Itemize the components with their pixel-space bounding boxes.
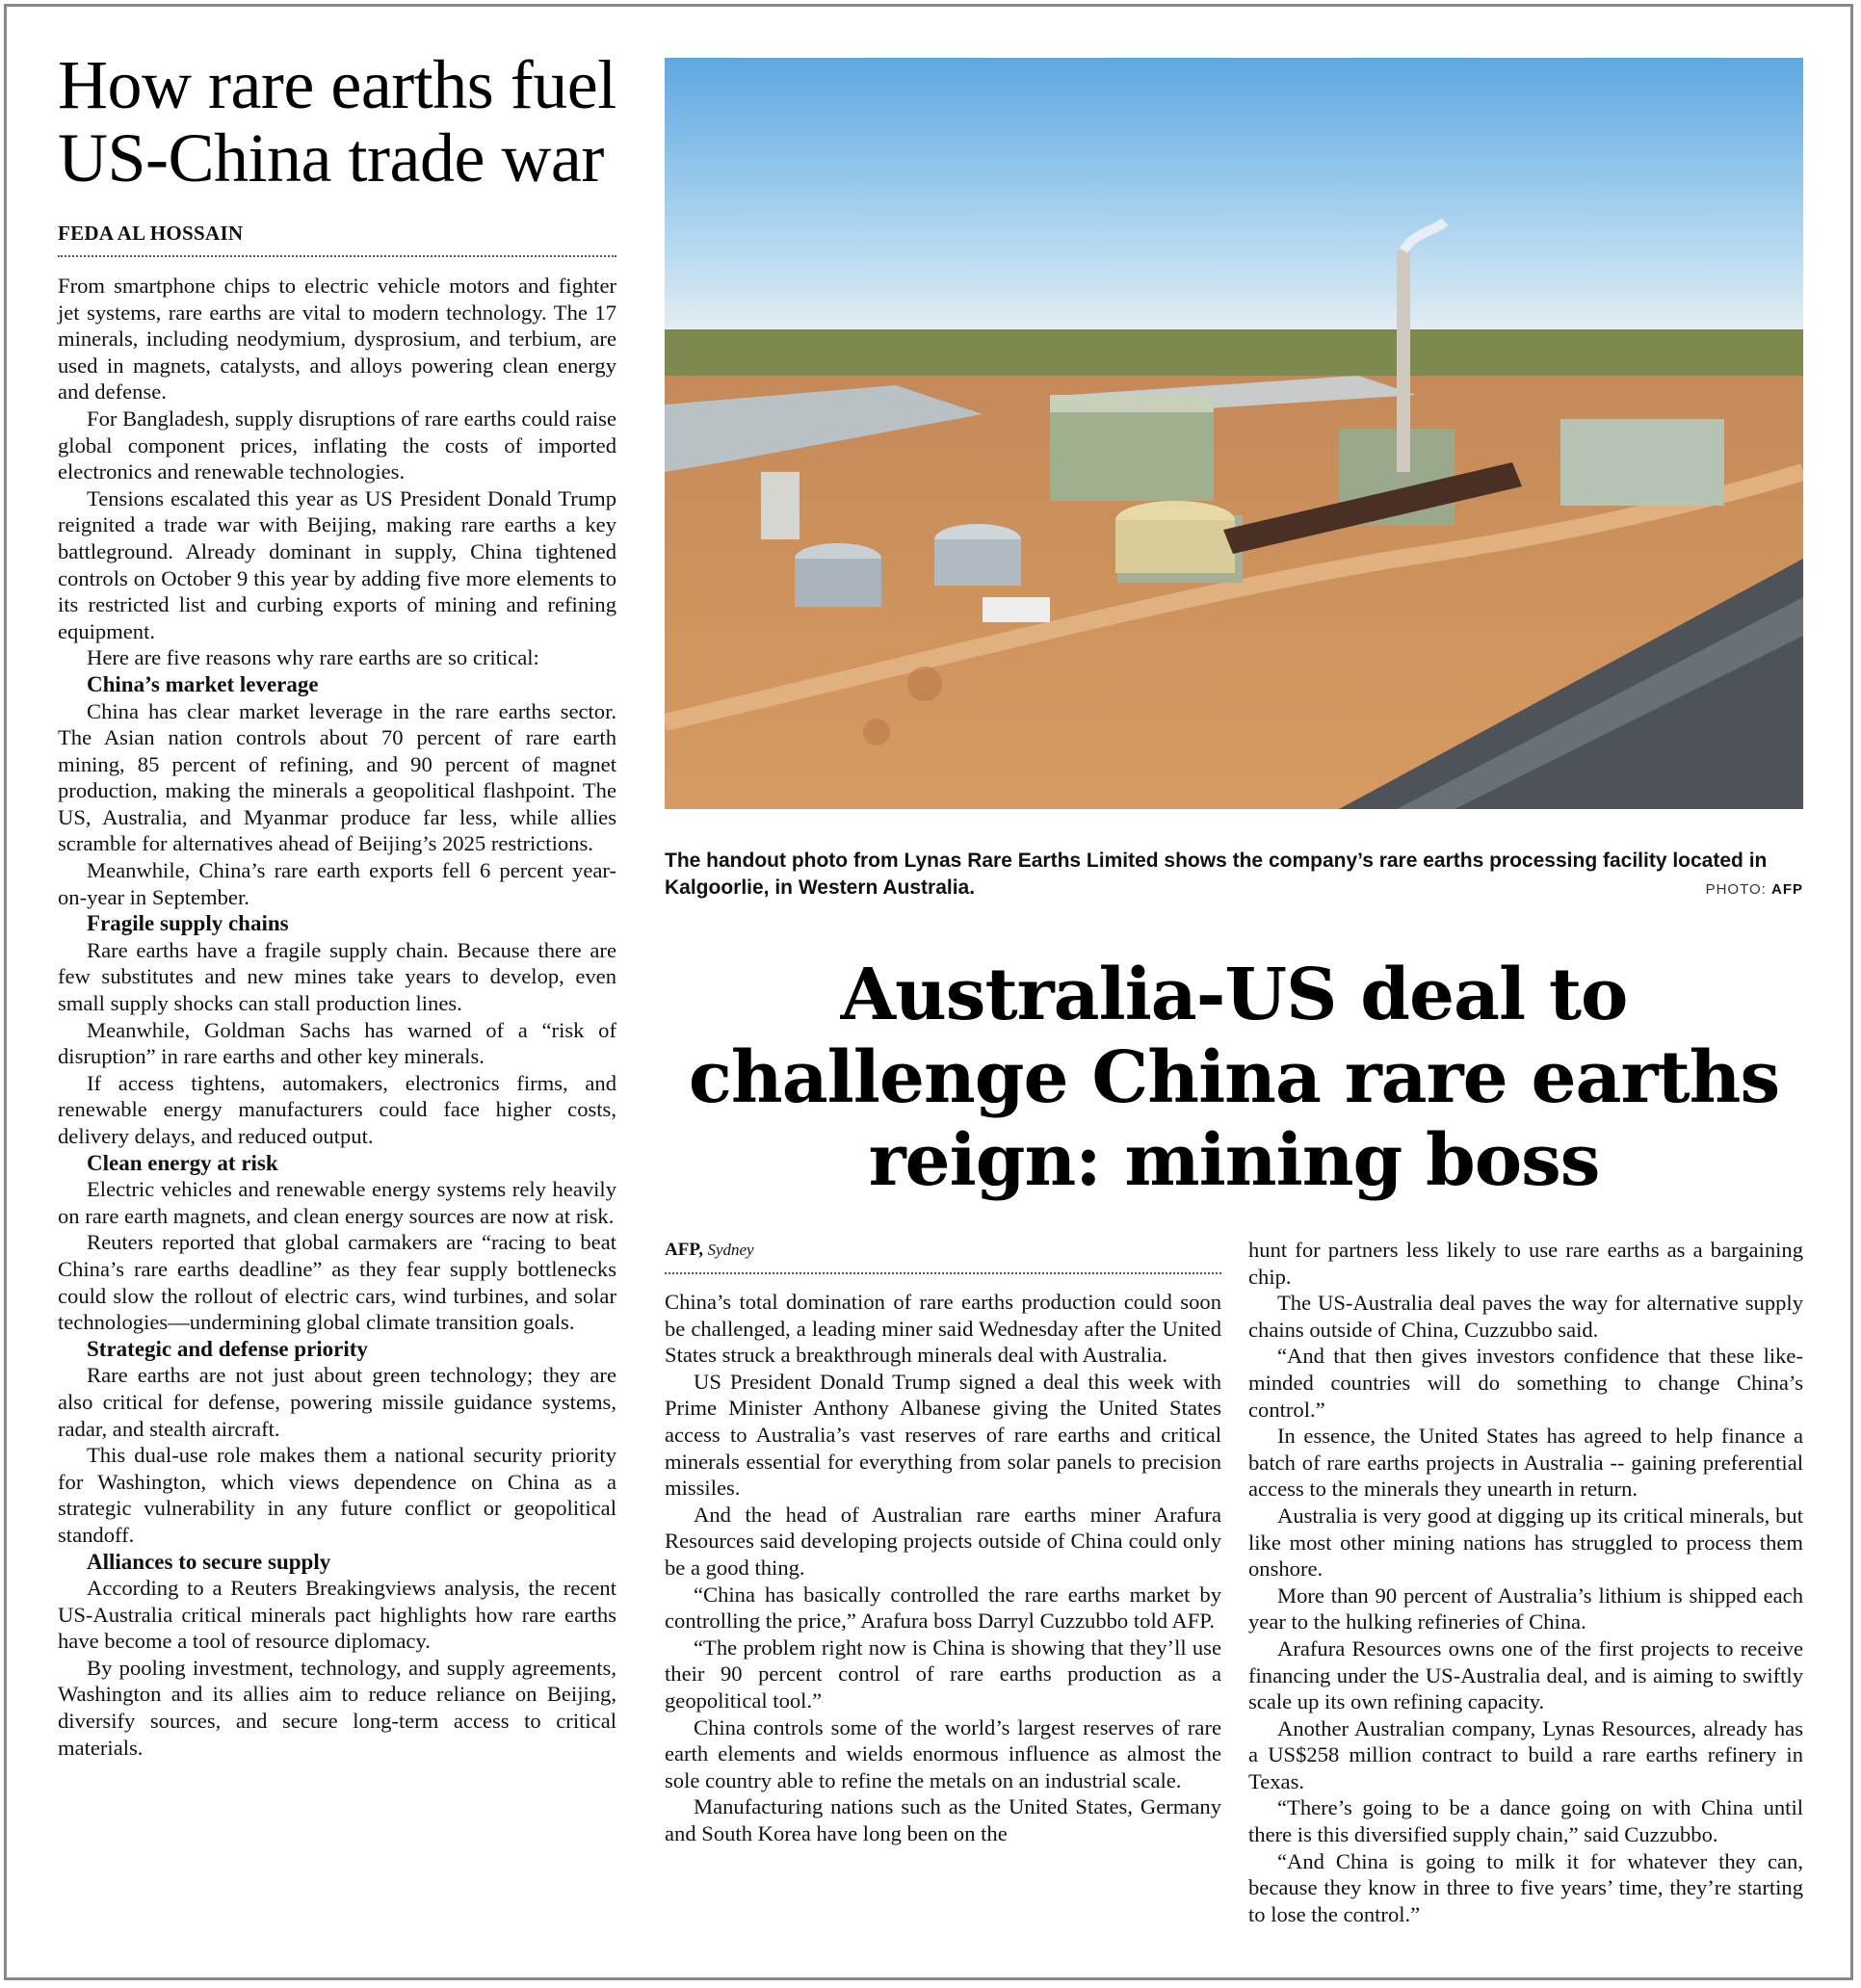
- paragraph: China controls some of the world’s largest reserves of rare earth elements and wields enormous influence as almost the sole country able to refine the metals on an industrial scale.: [665, 1714, 1221, 1792]
- paragraph: “And that then gives investors confidence that these like-minded countries will do something to change China’s control.”: [1248, 1344, 1803, 1422]
- dateline: [665, 1240, 1221, 1274]
- paragraph: Rare earths have a fragile supply chain. Because there are few substitutes and new mines take years to develop, even small supply shocks can stall production lines.: [58, 937, 616, 1016]
- paragraph: Meanwhile, Goldman Sachs has warned of a “risk of disruption” in rare earths and other key minerals.: [58, 1017, 616, 1069]
- paragraph: Tensions escalated this year as US President Donald Trump reignited a trade war with Beijing, making rare earths a key battleground. Already dominant in supply, China tightened controls on October 9 this year by adding five more elements to its restricted list and curbing exports of mining and refining equipment.: [58, 485, 616, 643]
- paragraph: “And China is going to milk it for whatever they can, because they know in three to five years’ time, they’re starting to lose the control.”: [1248, 1848, 1803, 1926]
- paragraph: For Bangladesh, supply disruptions of rare earths could raise global component prices, inflating the costs of imported electronics and renewable technologies.: [58, 405, 616, 484]
- paragraph: In essence, the United States has agreed to help finance a batch of rare earths projects in Australia -- gaining preferential access to the minerals they unearth in return.: [1248, 1424, 1803, 1502]
- paragraph: Reuters reported that global carmakers are “racing to beat China’s rare earths deadline” as they fear supply bottlenecks could slow the rollout of electric cars, wind turbines, and solar technologies—undermining global climate transition goals.: [58, 1230, 616, 1335]
- facility-illustration: [665, 58, 1803, 809]
- paragraph: Manufacturing nations such as the United States, Germany and South Korea have long been on the: [665, 1794, 1221, 1845]
- credit-source: AFP: [1771, 881, 1803, 898]
- main-article-column-1: [665, 1289, 1221, 1846]
- paragraph: “The problem right now is China is showing that they’ll use their 90 percent control of rare earths production as a geopolitical tool.”: [665, 1635, 1221, 1713]
- paragraph: If access tightens, automakers, electronics firms, and renewable energy manufacturers could face higher costs, delivery delays, and reduced output.: [58, 1070, 616, 1148]
- paragraph: China has clear market leverage in the rare earths sector. The Asian nation controls about 70 percent of rare earth mining, 85 percent of refining, and 90 percent of magnet production, making the minerals a geopolitical flashpoint. The US, Australia, and Myanmar produce far less, while allies scramble for alternatives ahead of Beijing’s 2025 restrictions.: [58, 698, 616, 856]
- paragraph: According to a Reuters Breakingviews analysis, the recent US-Australia critical minerals pact highlights how rare earths have become a tool of resource diplomacy.: [58, 1576, 616, 1654]
- dateline-place: Sydney: [707, 1241, 754, 1259]
- subheading: Strategic and defense priority: [87, 1336, 368, 1361]
- credit-label: PHOTO:: [1705, 881, 1767, 898]
- subheading: Alliances to secure supply: [87, 1549, 331, 1574]
- paragraph: The US-Australia deal paves the way for alternative supply chains outside of China, Cuzzubbo said.: [1248, 1291, 1803, 1342]
- paragraph: “There’s going to be a dance going on with China until there is this diversified supply chain,” said Cuzzubbo.: [1248, 1795, 1803, 1847]
- left-article: [58, 48, 616, 1761]
- main-headline: Australia-US deal to challenge China rare earths reign: mining boss: [688, 954, 1780, 1202]
- left-article-body: [58, 273, 616, 1761]
- paragraph: More than 90 percent of Australia’s lithium is shipped each year to the hulking refineries of China.: [1248, 1583, 1803, 1635]
- paragraph: This dual-use role makes them a national security priority for Washington, which views dependence on China as a strategic vulnerability in any future conflict or geopolitical standoff.: [58, 1443, 616, 1547]
- paragraph: From smartphone chips to electric vehicle motors and fighter jet systems, rare earths are vital to modern technology. The 17 minerals, including neodymium, dysprosium, and terbium, are used in magnets, catalysts, and alloys powering clean energy and defense.: [58, 274, 616, 405]
- paragraph: Meanwhile, China’s rare earth exports fell 6 percent year-on-year in September.: [58, 858, 616, 909]
- subheading: Clean energy at risk: [87, 1150, 278, 1175]
- paragraph: Australia is very good at digging up its critical minerals, but like most other mining nations has struggled to process them onshore.: [1248, 1503, 1803, 1582]
- paragraph: “China has basically controlled the rare earths market by controlling the price,” Arafura boss Darryl Cuzzubbo told AFP.: [665, 1582, 1221, 1634]
- paragraph: Here are five reasons why rare earths are so critical:: [87, 645, 539, 670]
- paragraph: Another Australian company, Lynas Resources, already has a US$258 million contract to build a rare earths refinery in Texas.: [1248, 1715, 1803, 1793]
- paragraph: Arafura Resources owns one of the first projects to receive financing under the US-Australia deal, and is aiming to swiftly scale up its own refining capacity.: [1248, 1635, 1803, 1714]
- dateline-source: AFP,: [665, 1240, 703, 1260]
- left-headline: How rare earths fuel US-China trade war: [58, 46, 616, 196]
- paragraph: Rare earths are not just about green technology; they are also critical for defense, powering missile guidance systems, radar, and stealth aircraft.: [58, 1363, 616, 1441]
- paragraph: Electric vehicles and renewable energy systems rely heavily on rare earth magnets, and clean energy sources are now at risk.: [58, 1177, 616, 1228]
- photo-credit: [1706, 881, 1803, 898]
- subheading: China’s market leverage: [87, 671, 319, 696]
- paragraph: US President Donald Trump signed a deal this week with Prime Minister Anthony Albanese giving the United States access to Australia’s vast reserves of rare earths and critical minerals essential for everything from solar panels to precision missiles.: [665, 1369, 1221, 1501]
- paragraph: By pooling investment, technology, and supply agreements, Washington and its allies aim to reduce reliance on Beijing, diversify sources, and secure long-term access to critical materials.: [58, 1655, 616, 1760]
- main-article-column-2: [1248, 1237, 1803, 1927]
- paragraph: China’s total domination of rare earths production could soon be challenged, a leading miner said Wednesday after the United States struck a breakthrough minerals deal with Australia.: [665, 1290, 1221, 1368]
- paragraph: And the head of Australian rare earths miner Arafura Resources said developing projects outside of China could only be a good thing.: [665, 1502, 1221, 1580]
- subheading: Fragile supply chains: [87, 911, 289, 936]
- facility-photo: [665, 58, 1803, 809]
- byline: FEDA AL HOSSAIN: [58, 222, 616, 257]
- paragraph: hunt for partners less likely to use rare earths as a bargaining chip.: [1248, 1238, 1803, 1289]
- photo-caption: The handout photo from Lynas Rare Earths Limited shows the company’s rare earths processing facility located in Kalgoorlie, in Western Australia.: [665, 850, 1768, 899]
